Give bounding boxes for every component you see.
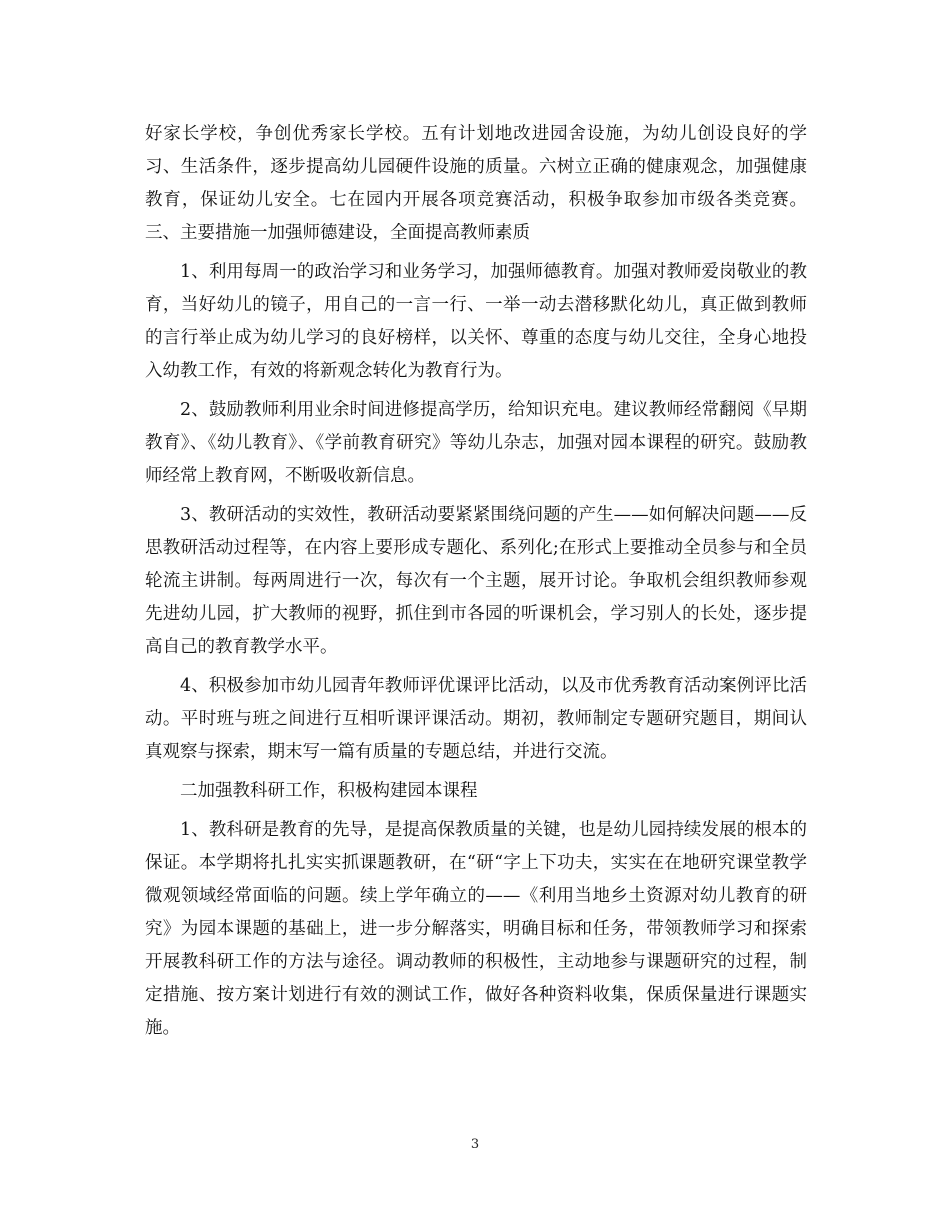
- paragraph-lesson-competition: 4、积极参加市幼儿园青年教师评优课评比活动，以及市优秀教育活动案例评比活动。平时班与班之间进行互相听课评课活动。期初，教师制定专题研究题目，期间认真观察与探索，期末写一篇有质量的专题总结，并进行交流。: [145, 676, 807, 762]
- paragraph-teaching-research: 3、教研活动的实效性，教研活动要紧紧围绕问题的产生——如何解决问题——反思教研活动过程等，在内容上要形成专题化、系列化;在形式上要推动全员参与和全员轮流主讲制。每两周进行一次，每次有一个主题，展开讨论。争取机会组织教师参观先进幼儿园，扩大教师的视野，抓住到市各园的听课机会，学习别人的长处，逐步提高自己的教育教学水平。: [145, 505, 807, 657]
- section-heading-research-work: 二加强教科研工作，积极构建园本课程: [180, 781, 478, 801]
- paragraph-ethics-education: 1、利用每周一的政治学习和业务学习，加强师德教育。加强对教师爱岗敬业的教育，当好幼儿的镜子，用自己的一言一行、一举一动去潜移默化幼儿，真正做到教师的言行举止成为幼儿学习的良好榜样，以关怀、尊重的态度与幼儿交往，全身心地投入幼教工作，有效的将新观念转化为教育行为。: [145, 262, 807, 381]
- page-number: 3: [470, 1137, 480, 1152]
- document-body: [145, 118, 807, 1051]
- paragraph-research-project: 1、教科研是教育的先导，是提高保教质量的关键，也是幼儿园持续发展的根本的保证。本学期将扎扎实实抓课题教研，在“研“字上下功夫，实实在在地研究课堂教学微观领域经常面临的问题。续上学年确立的——《利用当地乡土资源对幼儿教育的研究》为园本课题的基础上，进一步分解落实，明确目标和任务，带领教师学习和探索开展教科研工作的方法与途径。调动教师的积极性，主动地参与课题研究的过程，制定措施、按方案计划进行有效的测试工作，做好各种资料收集，保质保量进行课题实施。: [145, 820, 807, 1038]
- paragraph-further-study: 2、鼓励教师利用业余时间进修提高学历，给知识充电。建议教师经常翻阅《早期教育》、《幼儿教育》、《学前教育研究》等幼儿杂志，加强对园本课程的研究。鼓励教师经常上教育网，不断吸收新信息。: [145, 400, 807, 486]
- paragraph-continuation: 好家长学校，争创优秀家长学校。五有计划地改进园舍设施，为幼儿创设良好的学习、生活条件，逐步提高幼儿园硬件设施的质量。六树立正确的健康观念，加强健康教育，保证幼儿安全。七在园内开展各项竞赛活动，积极争取参加市级各类竞赛。三、主要措施一加强师德建设，全面提高教师素质: [145, 124, 807, 243]
